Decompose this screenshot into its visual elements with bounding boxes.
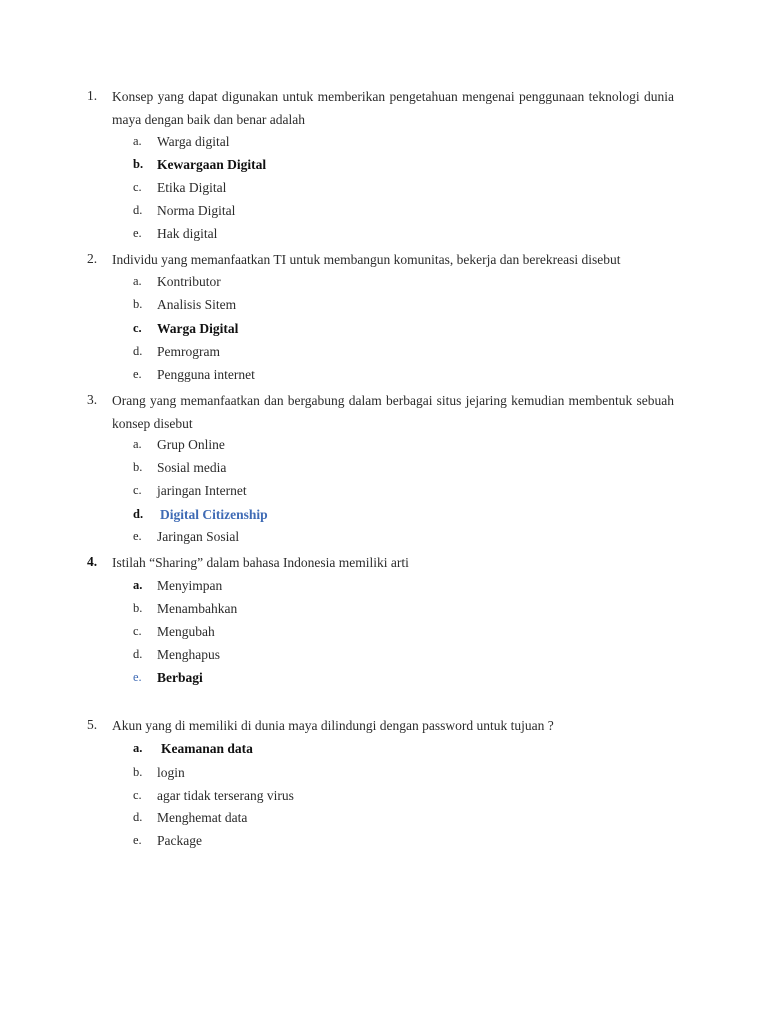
option-5e bbox=[0, 833, 768, 853]
option-5d bbox=[0, 810, 768, 830]
option-text: Berbagi bbox=[157, 670, 203, 685]
option-3b bbox=[0, 460, 768, 480]
option-letter: e. bbox=[133, 367, 142, 381]
option-text: Warga digital bbox=[157, 134, 230, 149]
option-letter: b. bbox=[133, 297, 143, 311]
option-5c bbox=[0, 788, 768, 808]
option-letter: d. bbox=[133, 507, 144, 521]
option-letter: c. bbox=[133, 321, 142, 335]
option-text: jaringan Internet bbox=[157, 483, 247, 498]
option-letter: a. bbox=[133, 741, 143, 755]
option-4d bbox=[0, 647, 768, 667]
option-letter: e. bbox=[133, 226, 142, 240]
option-1b-answer bbox=[0, 157, 768, 177]
option-letter: c. bbox=[133, 788, 142, 802]
question-text: Akun yang di memiliki di dunia maya dilindungi dengan password untuk tujuan ? bbox=[112, 718, 554, 733]
option-letter: c. bbox=[133, 483, 142, 497]
option-4e-answer bbox=[0, 670, 768, 690]
option-text: Sosial media bbox=[157, 460, 227, 475]
question-text: Orang yang memanfaatkan dan bergabung dalam berbagai situs jejaring kemudian membentuk sebuah konsep disebut bbox=[112, 393, 674, 431]
option-5b bbox=[0, 765, 768, 785]
option-letter: c. bbox=[133, 624, 142, 638]
question-number: 3. bbox=[87, 392, 98, 407]
option-text: Etika Digital bbox=[157, 180, 227, 195]
option-letter: c. bbox=[133, 180, 142, 194]
option-5a-answer bbox=[0, 741, 768, 761]
option-letter: b. bbox=[133, 157, 144, 171]
question-number: 4. bbox=[87, 554, 98, 569]
question-text: Konsep yang dapat digunakan untuk memberikan pengetahuan mengenai penggunaan teknologi dunia maya dengan baik dan benar adalah bbox=[112, 89, 674, 127]
option-1e bbox=[0, 226, 768, 246]
option-2b bbox=[0, 297, 768, 317]
option-letter: e. bbox=[133, 670, 142, 684]
option-3a bbox=[0, 437, 768, 457]
option-2e bbox=[0, 367, 768, 387]
option-text: Menghemat data bbox=[157, 810, 248, 825]
option-4b bbox=[0, 601, 768, 621]
option-letter: b. bbox=[133, 601, 143, 615]
option-text: Menambahkan bbox=[157, 601, 238, 616]
option-text: Hak digital bbox=[157, 226, 218, 241]
question-number: 2. bbox=[87, 251, 98, 266]
option-text: Warga Digital bbox=[157, 321, 239, 336]
option-text: Menyimpan bbox=[157, 578, 223, 593]
option-text: Pemrogram bbox=[157, 344, 220, 359]
option-text: Kontributor bbox=[157, 274, 221, 289]
option-letter: a. bbox=[133, 274, 142, 288]
option-letter: a. bbox=[133, 578, 143, 592]
option-letter: e. bbox=[133, 833, 142, 847]
option-text: Kewargaan Digital bbox=[157, 157, 267, 172]
option-4a bbox=[0, 578, 768, 598]
option-text: login bbox=[157, 765, 185, 780]
option-letter: a. bbox=[133, 437, 142, 451]
option-text: Analisis Sitem bbox=[157, 297, 237, 312]
option-letter: b. bbox=[133, 460, 143, 474]
option-2d bbox=[0, 344, 768, 364]
option-text: Grup Online bbox=[157, 437, 225, 452]
option-1d bbox=[0, 203, 768, 223]
option-letter: d. bbox=[133, 810, 143, 824]
option-text: Pengguna internet bbox=[157, 367, 255, 382]
option-letter: e. bbox=[133, 529, 142, 543]
question-text: Istilah “Sharing” dalam bahasa Indonesia memiliki arti bbox=[112, 555, 409, 570]
option-3e bbox=[0, 529, 768, 549]
option-1c bbox=[0, 180, 768, 200]
option-letter: a. bbox=[133, 134, 142, 148]
option-text: Package bbox=[157, 833, 202, 848]
option-text: Keamanan data bbox=[161, 741, 253, 756]
question-number: 5. bbox=[87, 717, 98, 732]
option-letter: d. bbox=[133, 203, 143, 217]
option-4c bbox=[0, 624, 768, 644]
option-text: Jaringan Sosial bbox=[157, 529, 240, 544]
option-text: Menghapus bbox=[157, 647, 220, 662]
question-text: Individu yang memanfaatkan TI untuk membangun komunitas, bekerja dan berekreasi disebut bbox=[112, 252, 621, 267]
question-number: 1. bbox=[87, 88, 98, 103]
option-letter: b. bbox=[133, 765, 143, 779]
option-1a bbox=[0, 134, 768, 154]
option-text: Norma Digital bbox=[157, 203, 236, 218]
option-text: agar tidak terserang virus bbox=[157, 788, 294, 803]
option-2a bbox=[0, 274, 768, 294]
option-text: Mengubah bbox=[157, 624, 215, 639]
option-3c bbox=[0, 483, 768, 503]
option-letter: d. bbox=[133, 344, 143, 358]
option-letter: d. bbox=[133, 647, 143, 661]
option-2c-answer bbox=[0, 321, 768, 341]
option-text: Digital Citizenship bbox=[160, 507, 268, 522]
option-3d-answer bbox=[0, 507, 768, 527]
